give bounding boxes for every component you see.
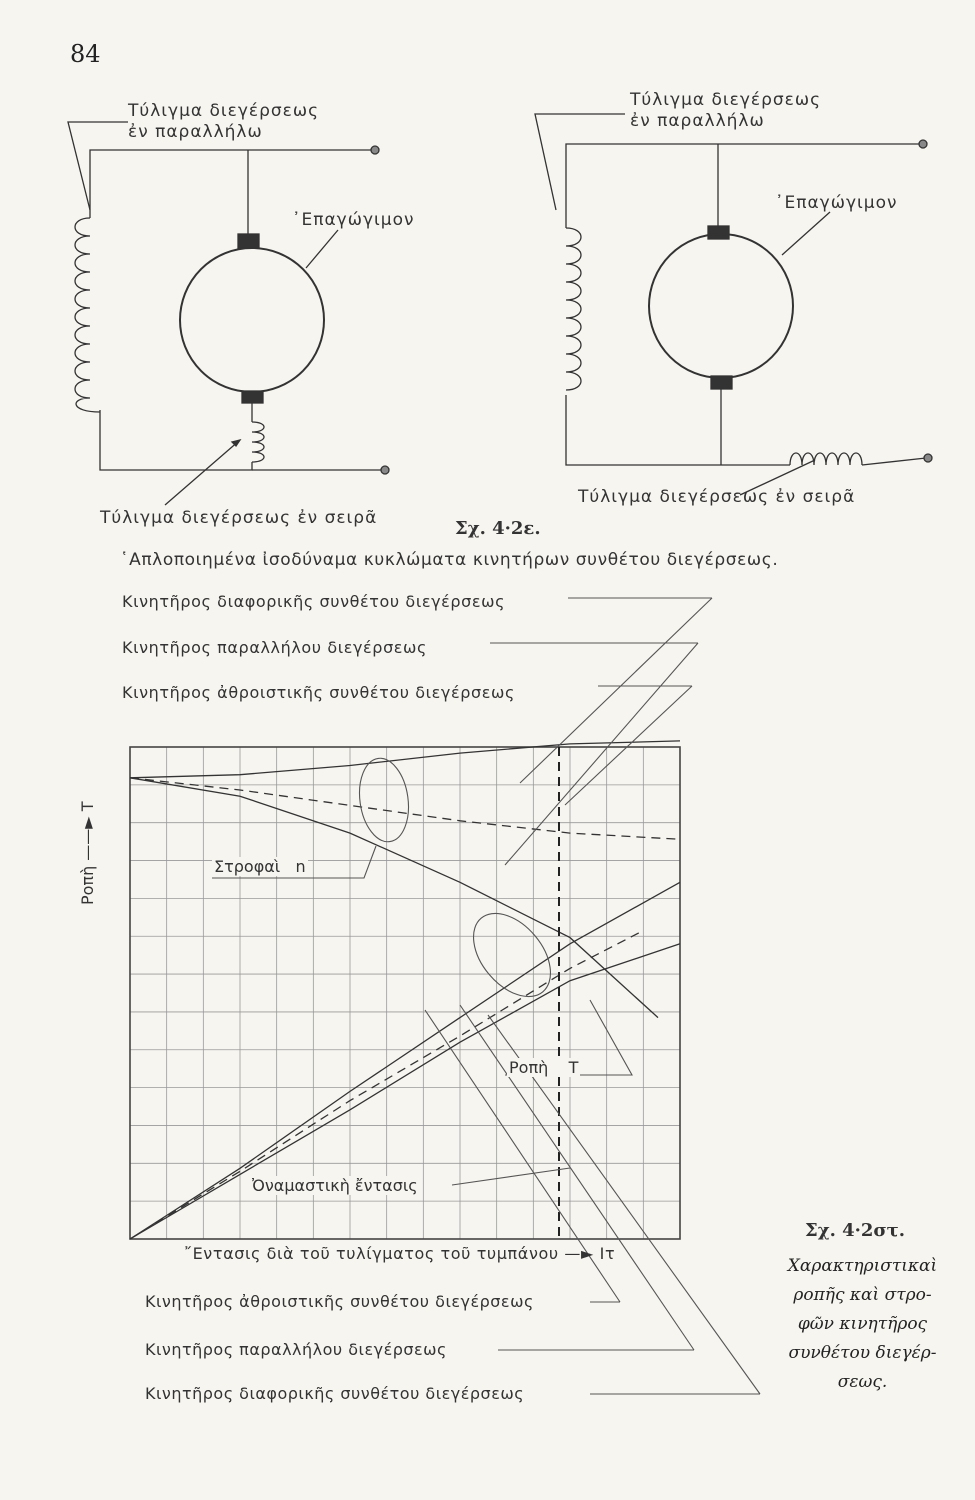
fig1-caption: ῾Απλοποιημένα ἰσοδύναμα κυκλώματα κινητήρων συνθέτου διεγέρσεως.: [120, 550, 779, 570]
speed-ellipse: [354, 755, 413, 845]
chart-annotations: [212, 598, 760, 1394]
x-axis-arrow: —►: [564, 1244, 594, 1263]
y-axis-text: Ροπὴ: [78, 865, 97, 905]
y-axis-symbol: T: [78, 801, 97, 812]
caption-line: συνθέτου διεγέρ-: [788, 1343, 937, 1363]
left-parallel-label-2: ἐν παραλλήλω: [128, 122, 263, 142]
top-label-parallel: Κινητῆρος παραλλήλου διεγέρσεως: [122, 638, 428, 657]
chart-frame: [130, 747, 680, 1239]
x-axis-label: [184, 1244, 615, 1263]
speed-label-text: Στροφαὶ: [214, 857, 281, 876]
right-armature-label: ᾿Επαγώγιμον: [775, 193, 898, 213]
fig2-number: Σχ. 4·2στ.: [805, 1220, 906, 1241]
y-axis-arrow: ——►: [78, 816, 97, 861]
caption-line: σεως.: [837, 1372, 888, 1392]
series-line-2: [130, 778, 680, 840]
bottom-label-cumulative: Κινητῆρος ἀθροιστικῆς συνθέτου διεγέρσεως: [145, 1292, 534, 1311]
torque-symbol: T: [568, 1058, 579, 1077]
torque-label: [507, 1058, 580, 1077]
speed-label: [212, 857, 308, 876]
left-series-label: Τύλιγμα διεγέρσεως ἐν σειρᾶ: [100, 508, 378, 528]
fig2-caption: [770, 1252, 955, 1397]
series-line-3: [130, 778, 658, 1018]
y-axis-label: [78, 802, 97, 906]
rated-current-label: Ὀναμαστικὴ ἔντασις: [252, 1176, 418, 1195]
fig1-number: Σχ. 4·2ε.: [455, 518, 541, 539]
top-label-cumulative: Κινητῆρος ἀθροιστικῆς συνθέτου διεγέρσεως: [122, 683, 515, 702]
bottom-label-parallel: Κινητῆρος παραλλήλου διεγέρσεως: [145, 1340, 447, 1359]
torque-ellipse: [458, 899, 566, 1011]
caption-line: φῶν κινητῆρος: [797, 1314, 928, 1334]
bottom-label-differential: Κινητῆρος διαφορικῆς συνθέτου διεγέρσεως: [145, 1384, 525, 1403]
torque-label-text: Ροπὴ: [509, 1058, 549, 1077]
chart-grid: [130, 747, 680, 1239]
page-number: 84: [70, 40, 101, 68]
x-axis-symbol: Iτ: [599, 1244, 616, 1263]
speed-symbol: n: [295, 857, 306, 876]
right-series-label: Τύλιγμα διεγέρσεως ἐν σειρᾶ: [578, 487, 856, 507]
caption-line: ροπῆς καὶ στρο-: [793, 1285, 932, 1305]
top-label-differential: Κινητῆρος διαφορικῆς συνθέτου διεγέρσεως: [122, 592, 506, 611]
left-parallel-label-1: Τύλιγμα διεγέρσεως: [128, 101, 320, 121]
x-axis-text: ῎Εντασις διὰ τοῦ τυλίγματος τοῦ τυμπάνου: [184, 1244, 559, 1263]
right-parallel-label-2: ἐν παραλλήλω: [630, 111, 765, 131]
right-parallel-label-1: Τύλιγμα διεγέρσεως: [630, 90, 822, 110]
rated-current-leader: [452, 1168, 570, 1185]
chart-series: [130, 741, 680, 1239]
caption-line: Χαρακτηριστικαὶ: [787, 1256, 938, 1276]
left-armature-label: ᾿Επαγώγιμον: [292, 210, 415, 230]
